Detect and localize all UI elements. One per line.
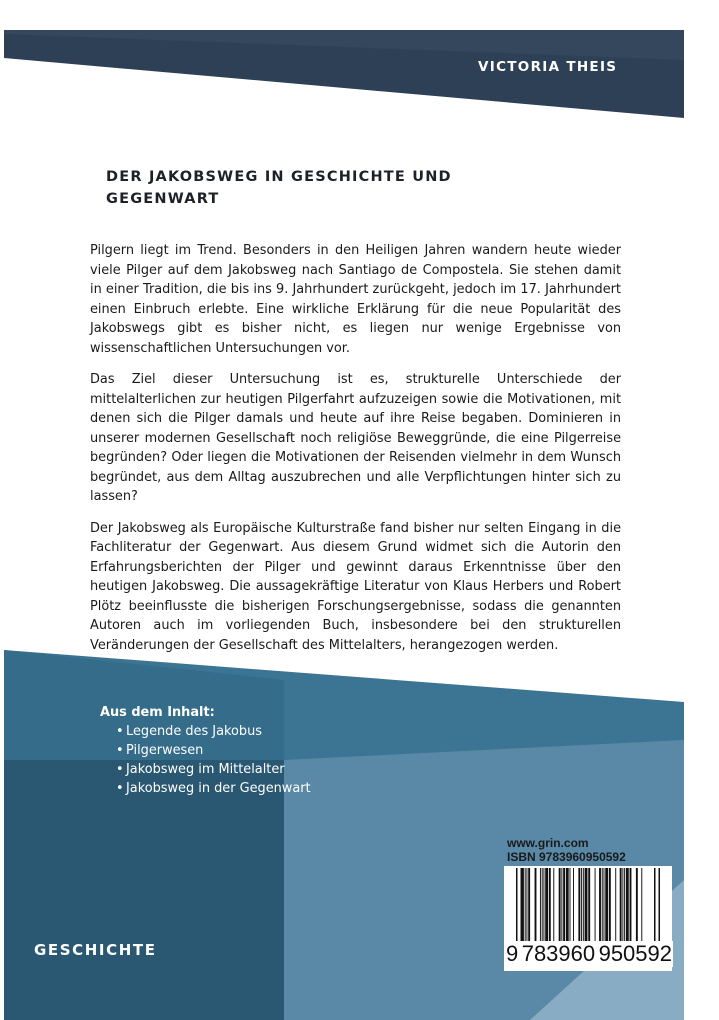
publisher-url: www.grin.com bbox=[507, 836, 589, 850]
contents-box bbox=[100, 703, 311, 798]
bullet-icon: • bbox=[116, 743, 124, 758]
barcode-digit-group: 783960 bbox=[521, 941, 596, 966]
list-item bbox=[116, 722, 311, 741]
isbn-label: ISBN 9783960950592 bbox=[507, 850, 626, 864]
bullet-icon: • bbox=[116, 762, 124, 777]
contents-list bbox=[100, 722, 311, 798]
book-title bbox=[106, 166, 526, 210]
bullet-icon: • bbox=[116, 724, 124, 739]
barcode-digits bbox=[505, 941, 673, 967]
contents-heading: Aus dem Inhalt: bbox=[100, 705, 215, 720]
blurb-paragraph-1: Pilgern liegt im Trend. Besonders in den Heiligen Jahren wandern heute wieder viele Pilger auf dem Jakobsweg nach Santiago de Compostela. Sie stehen damit in einer Tradition, die bis ins 9. Jahrhundert zurückgeht, jedoch im 17. Jahrhundert einen Einbruch erlebte. Eine wirkliche Erklärung für die neue Popularität des Jakobswegs gibt es bisher nicht, es liegen nur wenige Ergebnisse von wissenschaftlichen Untersuchungen vor. bbox=[90, 243, 621, 356]
bullet-icon: • bbox=[116, 781, 124, 796]
contents-item-label: Legende des Jakobus bbox=[126, 724, 262, 739]
list-item bbox=[116, 760, 311, 779]
title-line-2: GEGENWART bbox=[106, 191, 220, 207]
list-item bbox=[116, 741, 311, 760]
contents-item-label: Jakobsweg in der Gegenwart bbox=[126, 781, 311, 796]
barcode-digit-group: 9 bbox=[506, 941, 519, 966]
list-item bbox=[116, 779, 311, 798]
contents-item-label: Jakobsweg im Mittelalter bbox=[126, 762, 285, 777]
blurb-paragraph-3: Der Jakobsweg als Europäische Kulturstraße fand bisher nur selten Eingang in die Fachliteratur der Gegenwart. Aus diesem Grund widmet sich die Autorin den Erfahrungsberichten der Pilger und gewinnt daraus Erkenntnisse über den heutigen Jakobsweg. Die aussagekräftige Literatur von Klaus Herbers und Robert Plötz beeinflusste die bisherigen Forschungsergebnisse, sodass die genannten Autoren auch im vorliegenden Buch, insbesondere bei den strukturellen Veränderungen der Gesellschaft des Mittelalters, herangezogen werden. bbox=[90, 520, 621, 653]
category-label: GESCHICHTE bbox=[34, 941, 157, 959]
author-name: VICTORIA THEIS bbox=[478, 59, 618, 75]
blurb bbox=[90, 241, 621, 667]
publisher-info bbox=[507, 836, 626, 864]
blurb-paragraph-2: Das Ziel dieser Untersuchung ist es, strukturelle Unterschiede der mittelalterlichen zur heutigen Pilgerfahrt aufzuzeigen sowie die Motivationen, mit denen sich die Pilger damals und heute auf ihre Reise begaben. Dominieren in unserer modernen Gesellschaft noch religiöse Beweggründe, die eine Pilgerreise begründen? Oder liegen die Motivationen der Reisenden vielmehr in dem Wunsch begründet, aus dem Alltag auszubrechen und alle Verpflichtungen hinter sich zu lassen? bbox=[90, 372, 621, 504]
barcode-digit-group: 950592 bbox=[598, 941, 672, 966]
title-line-1: DER JAKOBSWEG IN GESCHICHTE UND bbox=[106, 169, 452, 185]
contents-item-label: Pilgerwesen bbox=[126, 743, 204, 758]
